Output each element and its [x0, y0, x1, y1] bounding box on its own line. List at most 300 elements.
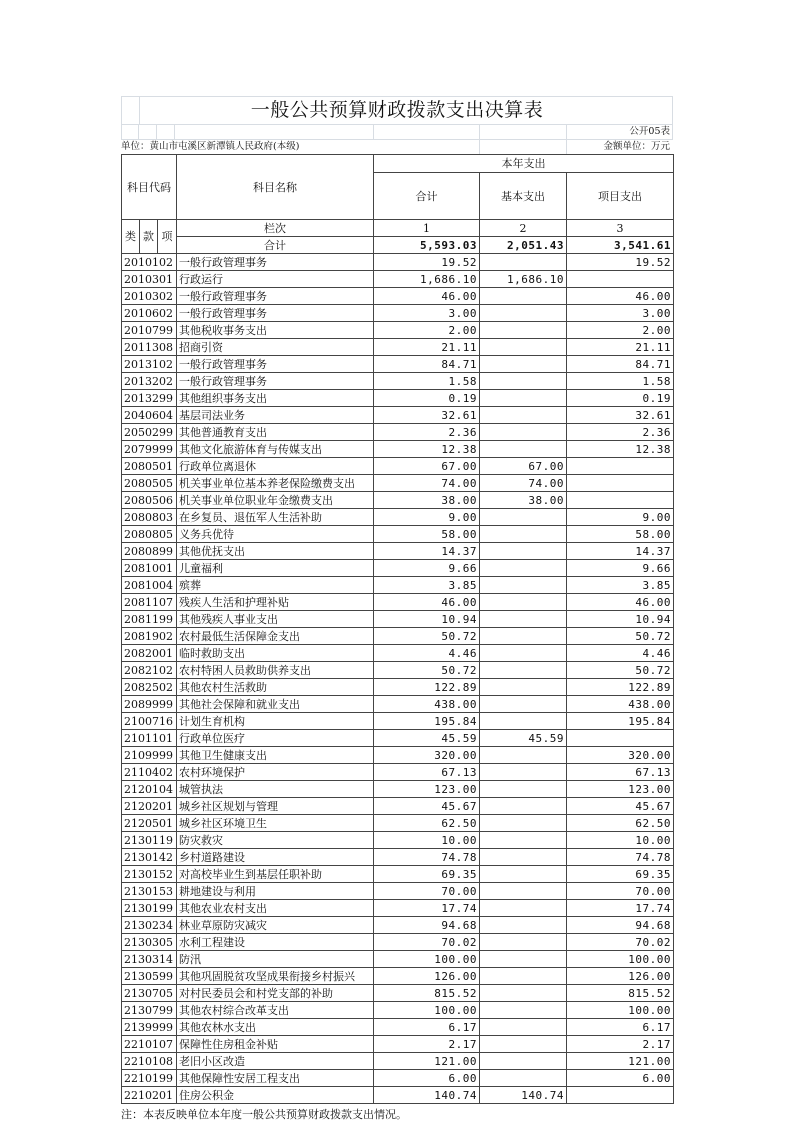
- row-name: 其他巩固脱贫攻坚成果衔接乡村振兴: [177, 968, 374, 985]
- row-project: 9.00: [567, 509, 674, 526]
- row-basic: [480, 1070, 567, 1087]
- row-code: 2120501: [122, 815, 177, 832]
- table-row: [122, 781, 674, 798]
- row-basic: [480, 866, 567, 883]
- row-basic: [480, 1002, 567, 1019]
- row-name: 临时救助支出: [177, 645, 374, 662]
- row-code: 2050299: [122, 424, 177, 441]
- row-name: 其他社会保障和就业支出: [177, 696, 374, 713]
- row-total: 70.02: [374, 934, 480, 951]
- row-name: 乡村道路建设: [177, 849, 374, 866]
- row-code: 2013102: [122, 356, 177, 373]
- column-no-label: 栏次: [177, 220, 374, 237]
- row-total: 69.35: [374, 866, 480, 883]
- row-project: 58.00: [567, 526, 674, 543]
- row-name: 一般行政管理事务: [177, 305, 374, 322]
- header-xiang: 项: [158, 220, 177, 254]
- row-basic: [480, 968, 567, 985]
- row-basic: [480, 951, 567, 968]
- header-total: 合计: [374, 173, 480, 220]
- row-total: 12.38: [374, 441, 480, 458]
- row-name: 对村民委员会和村党支部的补助: [177, 985, 374, 1002]
- row-total: 45.67: [374, 798, 480, 815]
- row-name: 基层司法业务: [177, 407, 374, 424]
- row-basic: [480, 747, 567, 764]
- row-total: 45.59: [374, 730, 480, 747]
- row-total: 50.72: [374, 662, 480, 679]
- row-total: 21.11: [374, 339, 480, 356]
- row-name: 其他组织事务支出: [177, 390, 374, 407]
- table-row: [122, 662, 674, 679]
- row-code: 2081001: [122, 560, 177, 577]
- table-row: [122, 628, 674, 645]
- row-project: 70.00: [567, 883, 674, 900]
- row-project: [567, 1087, 674, 1104]
- row-basic: [480, 764, 567, 781]
- row-basic: 1,686.10: [480, 271, 567, 288]
- row-basic: [480, 441, 567, 458]
- row-code: 2101101: [122, 730, 177, 747]
- unit-label: 单位：黄山市屯溪区新潭镇人民政府(本级): [121, 141, 300, 152]
- row-total: 67.13: [374, 764, 480, 781]
- row-total: 10.00: [374, 832, 480, 849]
- row-basic: [480, 832, 567, 849]
- row-name: 其他优抚支出: [177, 543, 374, 560]
- row-total: 3.00: [374, 305, 480, 322]
- row-basic: [480, 390, 567, 407]
- row-project: 126.00: [567, 968, 674, 985]
- row-project: 2.36: [567, 424, 674, 441]
- table-row: [122, 424, 674, 441]
- row-project: 14.37: [567, 543, 674, 560]
- table-row: [122, 526, 674, 543]
- row-total: 67.00: [374, 458, 480, 475]
- row-project: 69.35: [567, 866, 674, 883]
- row-code: 2130234: [122, 917, 177, 934]
- row-code: 2081107: [122, 594, 177, 611]
- totals-basic: 2,051.43: [480, 237, 567, 254]
- row-code: 2139999: [122, 1019, 177, 1036]
- row-code: 2130152: [122, 866, 177, 883]
- row-basic: [480, 339, 567, 356]
- row-project: 45.67: [567, 798, 674, 815]
- table-row: [122, 322, 674, 339]
- row-total: 14.37: [374, 543, 480, 560]
- row-name: 其他残疾人事业支出: [177, 611, 374, 628]
- row-basic: [480, 526, 567, 543]
- row-basic: [480, 883, 567, 900]
- header-name: 科目名称: [177, 155, 374, 220]
- row-code: 2120201: [122, 798, 177, 815]
- row-total: 62.50: [374, 815, 480, 832]
- row-project: 121.00: [567, 1053, 674, 1070]
- column-no-2: 2: [480, 220, 567, 237]
- row-total: 94.68: [374, 917, 480, 934]
- row-total: 100.00: [374, 951, 480, 968]
- row-total: 9.66: [374, 560, 480, 577]
- row-project: 122.89: [567, 679, 674, 696]
- row-name: 行政运行: [177, 271, 374, 288]
- unit-row: [121, 139, 673, 154]
- row-total: 10.94: [374, 611, 480, 628]
- row-project: 12.38: [567, 441, 674, 458]
- row-code: 2080501: [122, 458, 177, 475]
- table-row: [122, 1053, 674, 1070]
- table-row: [122, 594, 674, 611]
- row-name: 其他文化旅游体育与传媒支出: [177, 441, 374, 458]
- row-code: 2082102: [122, 662, 177, 679]
- row-total: 2.36: [374, 424, 480, 441]
- row-name: 防灾救灾: [177, 832, 374, 849]
- row-basic: [480, 1053, 567, 1070]
- row-code: 2080506: [122, 492, 177, 509]
- row-code: 2079999: [122, 441, 177, 458]
- row-project: 70.02: [567, 934, 674, 951]
- header-kuan: 款: [140, 220, 158, 254]
- row-basic: [480, 696, 567, 713]
- footnote: 注：本表反映单位本年度一般公共预算财政拨款支出情况。: [121, 1108, 407, 1121]
- row-project: 2.17: [567, 1036, 674, 1053]
- row-total: 195.84: [374, 713, 480, 730]
- header-project: 项目支出: [567, 173, 674, 220]
- row-total: 74.78: [374, 849, 480, 866]
- row-total: 0.19: [374, 390, 480, 407]
- row-total: 2.00: [374, 322, 480, 339]
- row-code: 2210199: [122, 1070, 177, 1087]
- table-row: [122, 407, 674, 424]
- row-project: [567, 492, 674, 509]
- row-code: 2110402: [122, 764, 177, 781]
- row-basic: [480, 1036, 567, 1053]
- row-code: 2130153: [122, 883, 177, 900]
- row-project: 21.11: [567, 339, 674, 356]
- column-no-1: 1: [374, 220, 480, 237]
- row-name: 机关事业单位基本养老保险缴费支出: [177, 475, 374, 492]
- table-row: [122, 339, 674, 356]
- row-basic: [480, 560, 567, 577]
- totals-label: 合计: [177, 237, 374, 254]
- header-group: 本年支出: [374, 155, 674, 173]
- row-name: 城乡社区规划与管理: [177, 798, 374, 815]
- row-project: 50.72: [567, 628, 674, 645]
- row-basic: [480, 1019, 567, 1036]
- row-name: 计划生育机构: [177, 713, 374, 730]
- table-row: [122, 373, 674, 390]
- row-project: 195.84: [567, 713, 674, 730]
- row-total: 4.46: [374, 645, 480, 662]
- row-code: 2013202: [122, 373, 177, 390]
- row-total: 6.17: [374, 1019, 480, 1036]
- row-name: 一般行政管理事务: [177, 288, 374, 305]
- table-row: [122, 560, 674, 577]
- row-project: 17.74: [567, 900, 674, 917]
- row-name: 其他农村生活救助: [177, 679, 374, 696]
- table-row: [122, 271, 674, 288]
- row-basic: [480, 254, 567, 271]
- form-number-row: [121, 124, 673, 139]
- row-total: 3.85: [374, 577, 480, 594]
- table-row: [122, 883, 674, 900]
- row-name: 其他保障性安居工程支出: [177, 1070, 374, 1087]
- row-basic: [480, 798, 567, 815]
- row-total: 38.00: [374, 492, 480, 509]
- row-name: 其他农林水支出: [177, 1019, 374, 1036]
- title-row: [121, 96, 673, 124]
- column-no-3: 3: [567, 220, 674, 237]
- row-basic: [480, 781, 567, 798]
- row-total: 19.52: [374, 254, 480, 271]
- row-project: 320.00: [567, 747, 674, 764]
- table-row: [122, 1036, 674, 1053]
- row-total: 17.74: [374, 900, 480, 917]
- table-row: [122, 832, 674, 849]
- row-code: 2130599: [122, 968, 177, 985]
- row-total: 123.00: [374, 781, 480, 798]
- table-row: [122, 1002, 674, 1019]
- row-basic: [480, 628, 567, 645]
- row-name: 招商引资: [177, 339, 374, 356]
- table-row: [122, 985, 674, 1002]
- row-project: 815.52: [567, 985, 674, 1002]
- row-basic: [480, 985, 567, 1002]
- row-code: 2130142: [122, 849, 177, 866]
- row-name: 水利工程建设: [177, 934, 374, 951]
- row-code: 2130314: [122, 951, 177, 968]
- row-total: 1,686.10: [374, 271, 480, 288]
- row-name: 机关事业单位职业年金缴费支出: [177, 492, 374, 509]
- row-code: 2010799: [122, 322, 177, 339]
- row-code: 2100716: [122, 713, 177, 730]
- row-project: 4.46: [567, 645, 674, 662]
- row-name: 林业草原防灾减灾: [177, 917, 374, 934]
- totals-total: 5,593.03: [374, 237, 480, 254]
- row-basic: [480, 373, 567, 390]
- table-row: [122, 1070, 674, 1087]
- row-name: 在乡复员、退伍军人生活补助: [177, 509, 374, 526]
- row-name: 一般行政管理事务: [177, 356, 374, 373]
- row-name: 一般行政管理事务: [177, 373, 374, 390]
- row-total: 70.00: [374, 883, 480, 900]
- row-basic: [480, 322, 567, 339]
- row-basic: [480, 815, 567, 832]
- row-code: 2080805: [122, 526, 177, 543]
- row-project: [567, 271, 674, 288]
- row-total: 126.00: [374, 968, 480, 985]
- row-total: 140.74: [374, 1087, 480, 1104]
- row-name: 其他农村综合改革支出: [177, 1002, 374, 1019]
- row-name: 对高校毕业生到基层任职补助: [177, 866, 374, 883]
- row-total: 122.89: [374, 679, 480, 696]
- row-code: 2010602: [122, 305, 177, 322]
- row-total: 58.00: [374, 526, 480, 543]
- row-basic: [480, 356, 567, 373]
- row-total: 46.00: [374, 288, 480, 305]
- row-project: 46.00: [567, 288, 674, 305]
- row-project: [567, 475, 674, 492]
- amount-unit: 金额单位：万元: [603, 141, 670, 152]
- row-project: 6.00: [567, 1070, 674, 1087]
- row-code: 2130705: [122, 985, 177, 1002]
- row-code: 2082502: [122, 679, 177, 696]
- row-total: 50.72: [374, 628, 480, 645]
- row-basic: [480, 305, 567, 322]
- table-row: [122, 951, 674, 968]
- row-name: 城乡社区环境卫生: [177, 815, 374, 832]
- row-name: 儿童福利: [177, 560, 374, 577]
- row-basic: [480, 662, 567, 679]
- row-basic: [480, 679, 567, 696]
- row-name: 其他税收事务支出: [177, 322, 374, 339]
- row-name: 一般行政管理事务: [177, 254, 374, 271]
- table-row: [122, 1019, 674, 1036]
- row-total: 100.00: [374, 1002, 480, 1019]
- row-name: 行政单位离退休: [177, 458, 374, 475]
- row-project: 50.72: [567, 662, 674, 679]
- report-sheet: [121, 96, 673, 1104]
- row-basic: [480, 577, 567, 594]
- row-code: 2081199: [122, 611, 177, 628]
- row-total: 121.00: [374, 1053, 480, 1070]
- table-row: [122, 730, 674, 747]
- table-row: [122, 458, 674, 475]
- row-code: 2081004: [122, 577, 177, 594]
- row-basic: [480, 849, 567, 866]
- row-basic: 140.74: [480, 1087, 567, 1104]
- table-row: [122, 254, 674, 271]
- row-code: 2080505: [122, 475, 177, 492]
- row-basic: [480, 900, 567, 917]
- row-code: 2130199: [122, 900, 177, 917]
- row-total: 9.00: [374, 509, 480, 526]
- row-name: 住房公积金: [177, 1087, 374, 1104]
- row-project: [567, 458, 674, 475]
- row-name: 其他农业农村支出: [177, 900, 374, 917]
- row-code: 2210108: [122, 1053, 177, 1070]
- table-row: [122, 679, 674, 696]
- table-row: [122, 1087, 674, 1104]
- totals-project: 3,541.61: [567, 237, 674, 254]
- row-code: 2109999: [122, 747, 177, 764]
- table-row: [122, 713, 674, 730]
- row-name: 农村环境保护: [177, 764, 374, 781]
- table-row: [122, 288, 674, 305]
- form-number: 公开05表: [629, 126, 670, 137]
- row-code: 2120104: [122, 781, 177, 798]
- table-row: [122, 475, 674, 492]
- header-code: 科目代码: [122, 155, 177, 220]
- row-basic: [480, 917, 567, 934]
- row-basic: [480, 934, 567, 951]
- table-row: [122, 305, 674, 322]
- row-project: 0.19: [567, 390, 674, 407]
- table-row: [122, 934, 674, 951]
- row-code: 2080803: [122, 509, 177, 526]
- row-basic: 45.59: [480, 730, 567, 747]
- expenditure-table: [121, 154, 674, 1104]
- table-row: [122, 356, 674, 373]
- table-row: [122, 849, 674, 866]
- row-basic: 74.00: [480, 475, 567, 492]
- row-project: 2.00: [567, 322, 674, 339]
- row-project: 74.78: [567, 849, 674, 866]
- row-code: 2040604: [122, 407, 177, 424]
- row-total: 32.61: [374, 407, 480, 424]
- row-project: 438.00: [567, 696, 674, 713]
- row-code: 2010102: [122, 254, 177, 271]
- table-row: [122, 764, 674, 781]
- row-code: 2130305: [122, 934, 177, 951]
- row-project: 94.68: [567, 917, 674, 934]
- row-project: 123.00: [567, 781, 674, 798]
- row-project: [567, 730, 674, 747]
- row-basic: [480, 509, 567, 526]
- table-row: [122, 645, 674, 662]
- row-total: 815.52: [374, 985, 480, 1002]
- row-name: 其他卫生健康支出: [177, 747, 374, 764]
- table-row: [122, 696, 674, 713]
- row-total: 46.00: [374, 594, 480, 611]
- row-code: 2010301: [122, 271, 177, 288]
- row-code: 2210201: [122, 1087, 177, 1104]
- row-name: 城管执法: [177, 781, 374, 798]
- row-code: 2010302: [122, 288, 177, 305]
- row-total: 320.00: [374, 747, 480, 764]
- row-name: 防汛: [177, 951, 374, 968]
- row-total: 438.00: [374, 696, 480, 713]
- header-basic: 基本支出: [480, 173, 567, 220]
- row-name: 行政单位医疗: [177, 730, 374, 747]
- row-project: 100.00: [567, 1002, 674, 1019]
- row-code: 2130799: [122, 1002, 177, 1019]
- row-project: 62.50: [567, 815, 674, 832]
- row-name: 殡葬: [177, 577, 374, 594]
- row-code: 2011308: [122, 339, 177, 356]
- row-basic: [480, 594, 567, 611]
- row-code: 2210107: [122, 1036, 177, 1053]
- table-row: [122, 866, 674, 883]
- row-project: 10.00: [567, 832, 674, 849]
- row-name: 耕地建设与利用: [177, 883, 374, 900]
- table-row: [122, 611, 674, 628]
- row-name: 农村特困人员救助供养支出: [177, 662, 374, 679]
- row-basic: [480, 713, 567, 730]
- row-total: 84.71: [374, 356, 480, 373]
- table-row: [122, 509, 674, 526]
- row-project: 46.00: [567, 594, 674, 611]
- row-code: 2130119: [122, 832, 177, 849]
- row-project: 3.00: [567, 305, 674, 322]
- row-project: 1.58: [567, 373, 674, 390]
- row-basic: 67.00: [480, 458, 567, 475]
- row-basic: [480, 288, 567, 305]
- row-project: 3.85: [567, 577, 674, 594]
- row-project: 6.17: [567, 1019, 674, 1036]
- row-project: 10.94: [567, 611, 674, 628]
- table-row: [122, 441, 674, 458]
- row-basic: [480, 407, 567, 424]
- row-project: 32.61: [567, 407, 674, 424]
- table-row: [122, 543, 674, 560]
- row-basic: [480, 611, 567, 628]
- row-project: 100.00: [567, 951, 674, 968]
- row-project: 9.66: [567, 560, 674, 577]
- table-row: [122, 917, 674, 934]
- report-title: 一般公共预算财政拨款支出决算表: [250, 99, 544, 121]
- table-row: [122, 747, 674, 764]
- row-code: 2013299: [122, 390, 177, 407]
- header-lei: 类: [122, 220, 140, 254]
- table-row: [122, 492, 674, 509]
